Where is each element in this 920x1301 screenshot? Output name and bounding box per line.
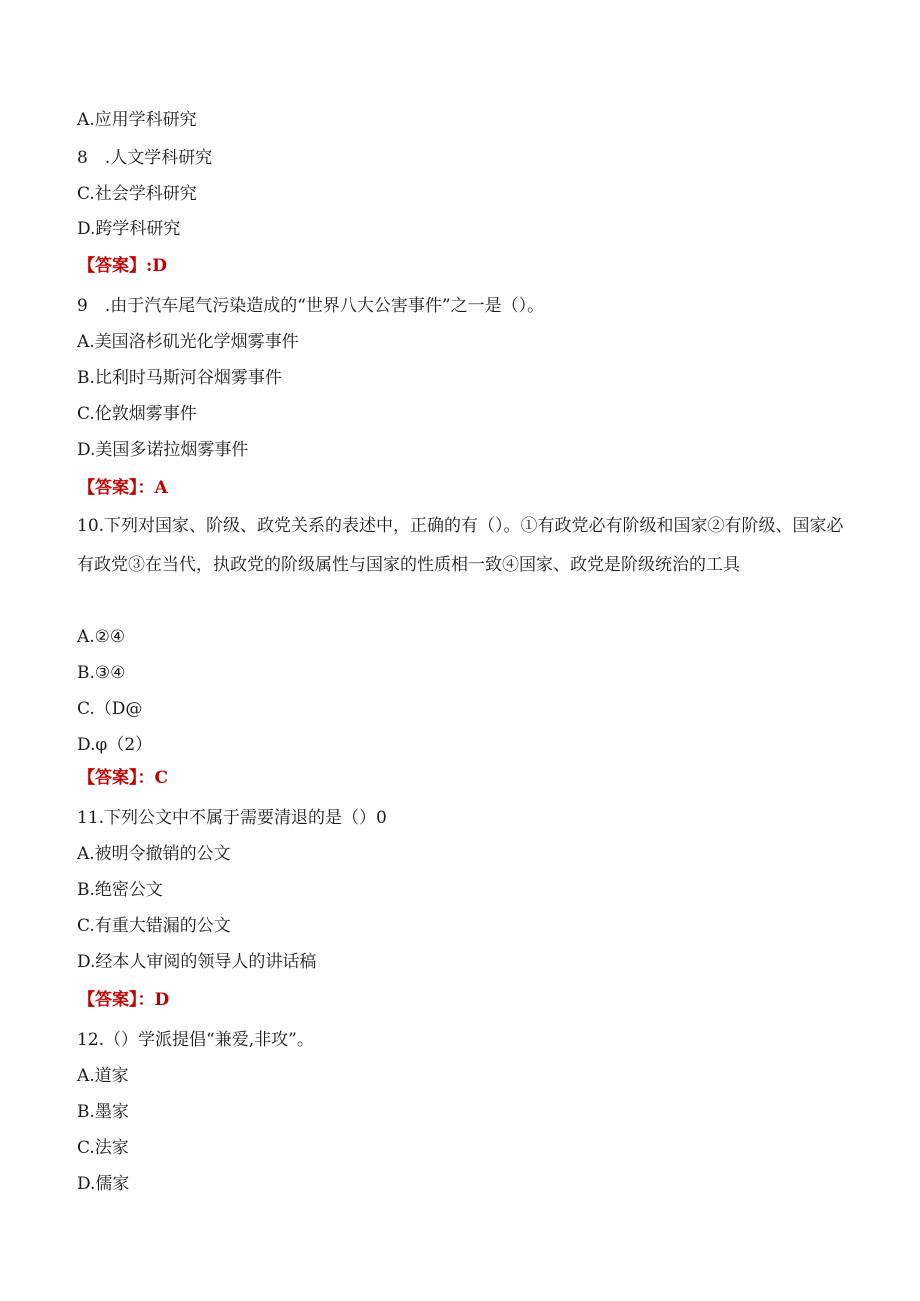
q12-option-b: B.墨家 bbox=[77, 1102, 129, 1122]
option-b-humanities: 8 .人文学科研究 bbox=[77, 148, 213, 168]
q9-option-a: A.美国洛杉矶光化学烟雾事件 bbox=[77, 332, 299, 352]
option-c-social: C.社会学科研究 bbox=[77, 184, 197, 204]
q10-option-c: C.（D@ bbox=[77, 699, 143, 719]
question-12: 12.（）学派提倡“兼爱,非攻”。 bbox=[77, 1030, 314, 1050]
question-9: 9 .由于汽车尾气污染造成的“世界八大公害事件”之一是（）。 bbox=[77, 296, 545, 316]
q10-option-a: A.②④ bbox=[77, 627, 126, 647]
option-a-applied: A.应用学科研究 bbox=[77, 110, 197, 130]
answer-q9: 【答案】：A bbox=[78, 478, 168, 498]
q11-option-a: A.被明令撤销的公文 bbox=[77, 844, 231, 864]
q12-option-a: A.道家 bbox=[77, 1066, 129, 1086]
answer-q10: 【答案】：C bbox=[78, 768, 169, 788]
q11-option-c: C.有重大错漏的公文 bbox=[77, 916, 231, 936]
q9-option-c: C.伦敦烟雾事件 bbox=[77, 404, 197, 424]
q11-option-d: D.经本人审阅的领导人的讲话稿 bbox=[77, 952, 317, 972]
q11-option-b: B.绝密公文 bbox=[77, 880, 163, 900]
question-11: 11.下列公文中不属于需要清退的是（）0 bbox=[77, 808, 387, 828]
q9-option-d: D.美国多诺拉烟雾事件 bbox=[77, 440, 249, 460]
q12-option-d: D.儒家 bbox=[77, 1174, 130, 1194]
q9-option-b: B.比利时马斯河谷烟雾事件 bbox=[77, 368, 282, 388]
q10-option-b: B.③④ bbox=[77, 663, 126, 683]
option-d-interdisciplinary: D.跨学科研究 bbox=[77, 219, 181, 239]
q10-option-d: D.φ（2） bbox=[77, 735, 153, 755]
q12-option-c: C.法家 bbox=[77, 1138, 129, 1158]
question-10: 10.下列对国家、阶级、政党关系的表述中，正确的有（）。①有政党必有阶级和国家②有阶级、国家必有政党③在当代，执政党的阶级属性与国家的性质相一致④国家、政党是阶级统治的工具 bbox=[77, 516, 844, 575]
answer-q11: 【答案】：D bbox=[78, 990, 170, 1010]
answer-q8: 【答案】:D bbox=[78, 256, 168, 276]
